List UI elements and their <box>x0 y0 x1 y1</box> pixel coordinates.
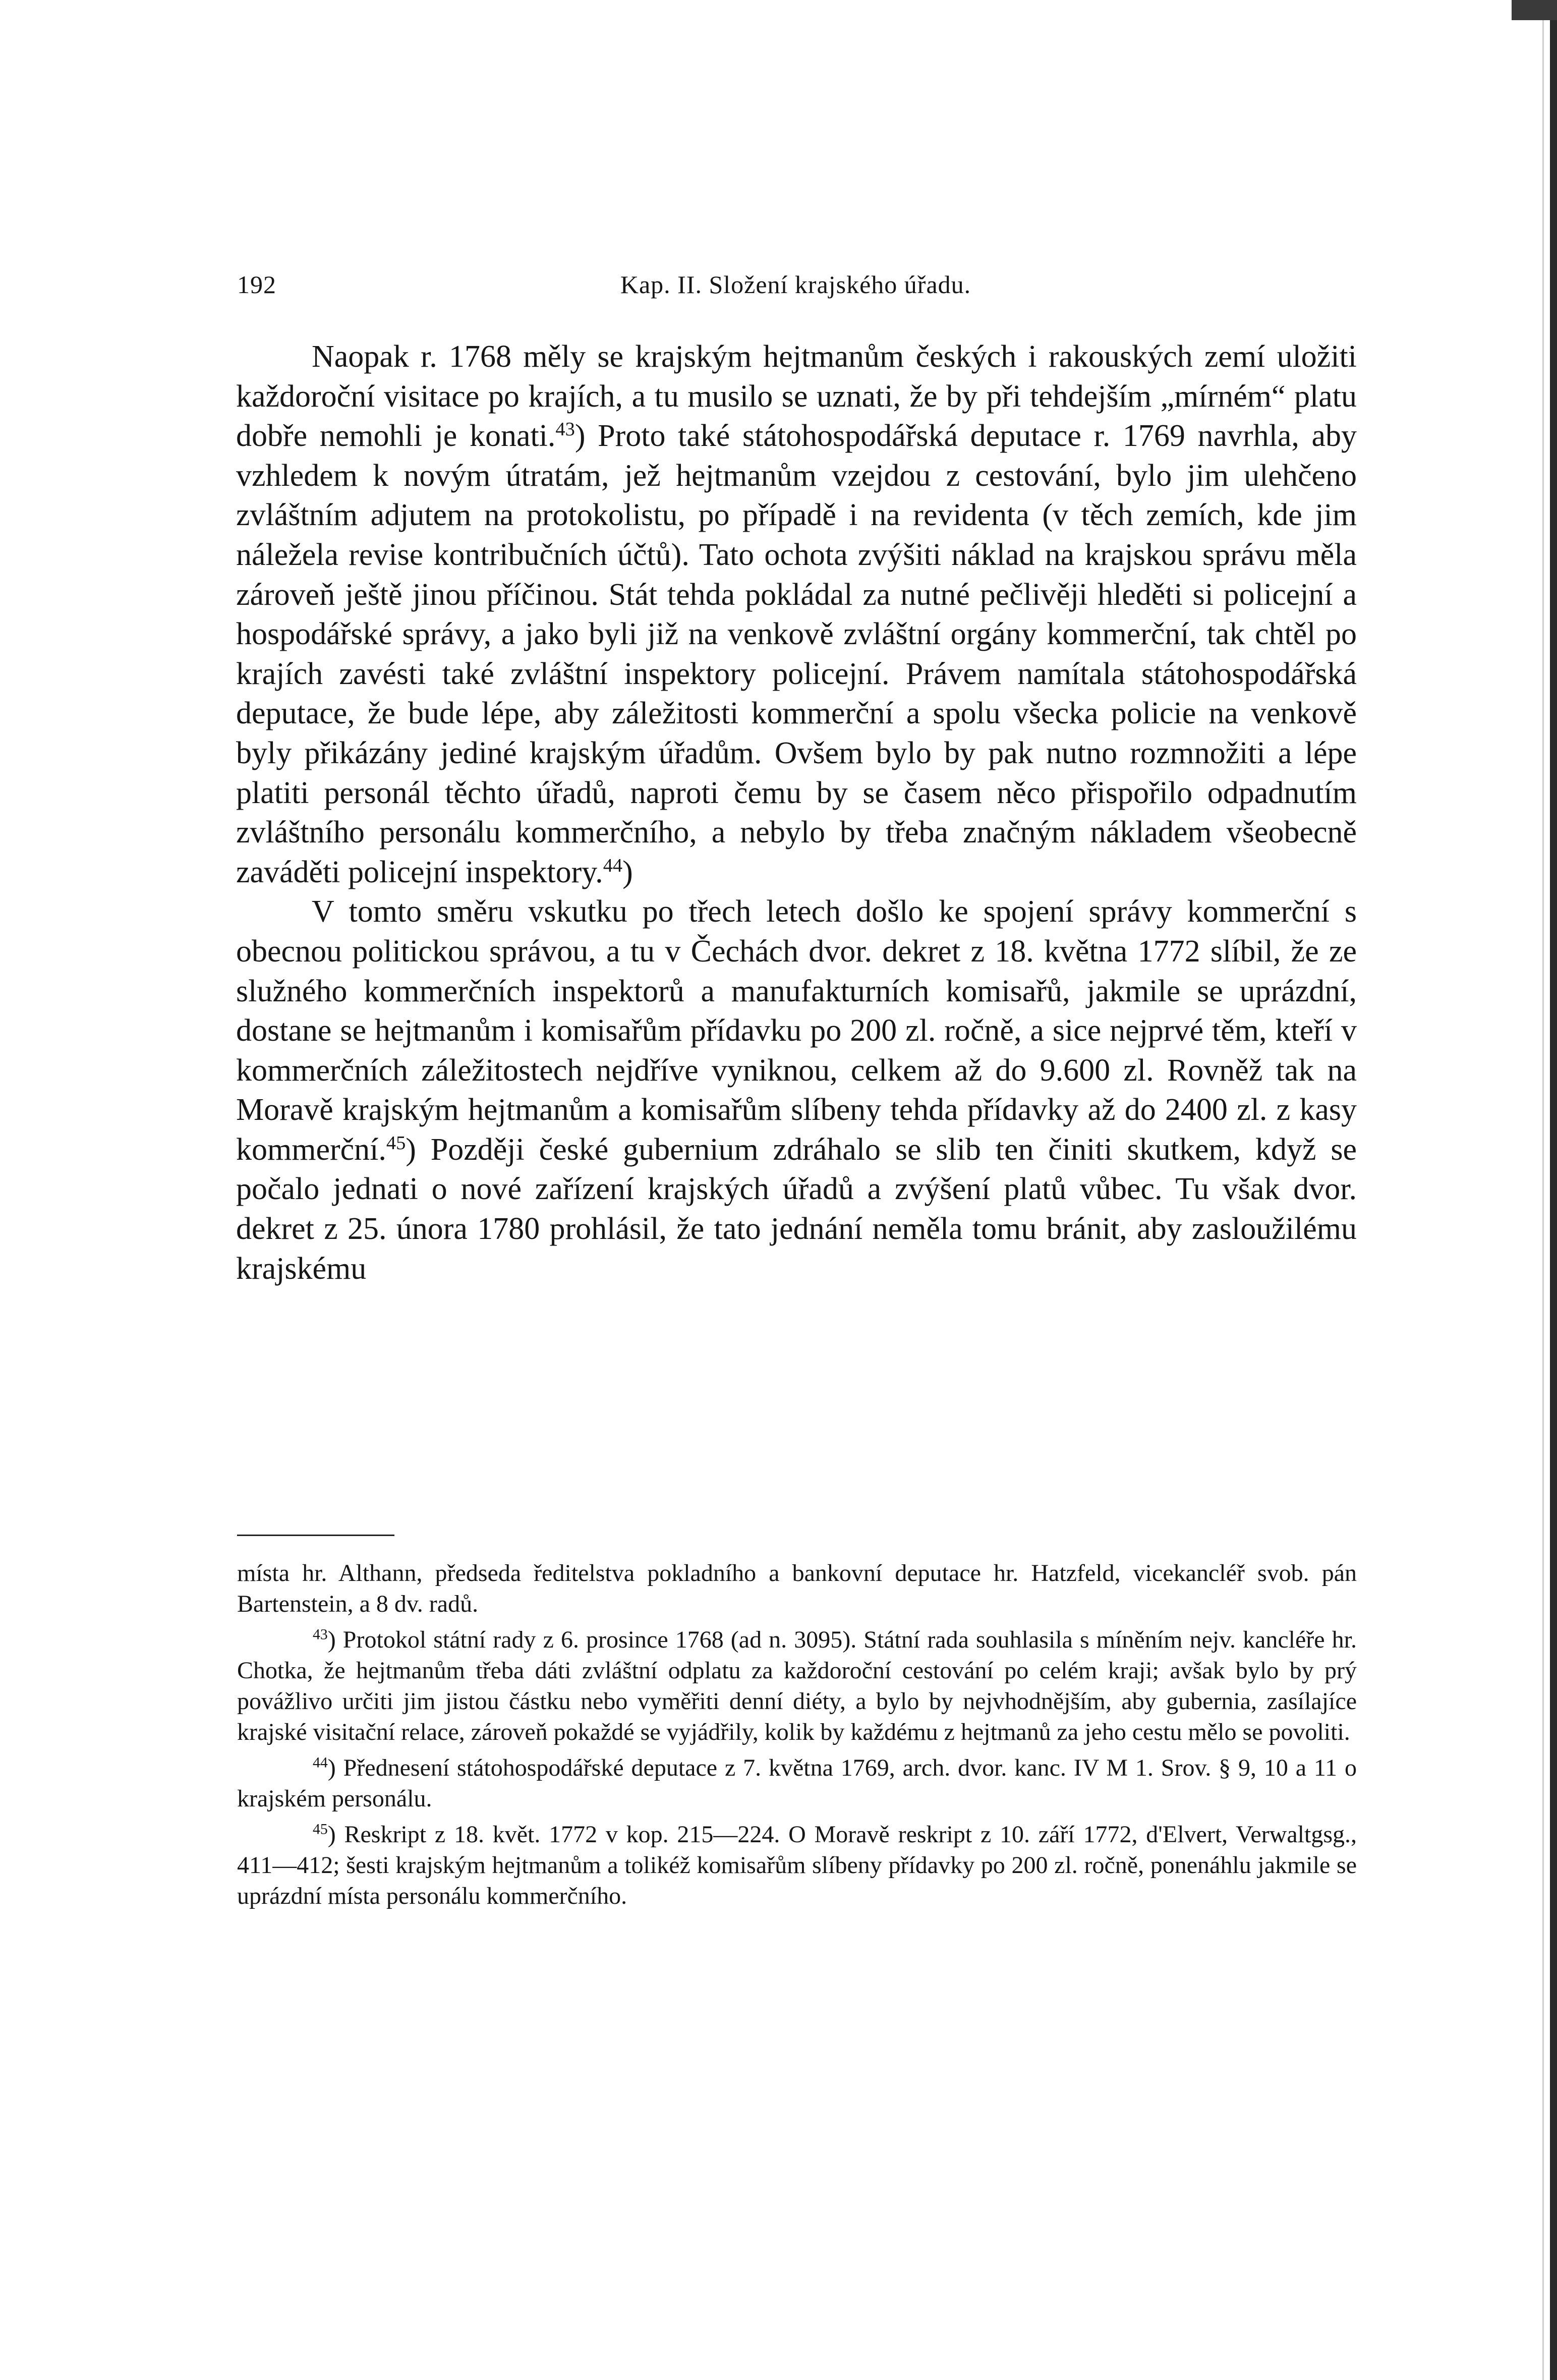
footnote-44-mark: 44 <box>313 1754 328 1771</box>
running-head: Kap. II. Složení krajského úřadu. <box>620 270 971 299</box>
footnote-43 <box>237 1624 1357 1747</box>
footnote-45 <box>237 1819 1357 1911</box>
footnote-43-text: ) Protokol státní rady z 6. prosince 1768 (ad n. 3095). Státní rada souhlasila s míněním nejv. kancléře hr. Chotka, že hejtmanům třeba dáti zvláštní odplatu za každoroční cestování po celém kraji; avšak bylo by prý povážlivo určiti jim jistou částku nebo vyměřiti denní diéty, a bylo by nejvhodnějším, aby gubernia, zasílajíce krajské visitační relace, zároveň pokaždé se vyjádřily, kolik by každému z hejtmanů za jeho cestu mělo se povoliti. <box>237 1626 1357 1745</box>
footnote-ref-44: 44 <box>603 855 623 876</box>
footnote-divider <box>237 1535 394 1536</box>
paragraph-1-part-c: ) <box>622 855 633 889</box>
footnotes <box>237 1558 1357 1916</box>
page-number: 192 <box>237 270 276 299</box>
page-header <box>237 270 1354 310</box>
footnote-44 <box>237 1752 1357 1814</box>
scan-edge-line <box>1542 0 1544 2380</box>
paragraph-1-part-b: ) Proto také státohospodářská deputace r. 1769 navrhla, aby vzhledem k novým útratám, jež hejtmanům vzejdou z cestování, bylo jim ulehčeno zvláštním adjutem na protokolistu, po případě i na revidenta (v těch zemích, kde jim náležela revise kontribučních účtů). Tato ochota zvýšiti náklad na krajskou správu měla zároveň ještě jinou příčinou. Stát tehda pokládal za nutné pečlivěji hleděti si policejní a hospodářské správy, a jako byli již na venkově zvláštní orgány kommerční, tak chtěl po krajích zavésti také zvláštní inspektory policejní. Právem namítala státohospodářská deputace, že bude lépe, aby záležitosti kommerční a spolu všecka policie na venkově byly přikázány jediné krajským úřadům. Ovšem bylo by pak nutno rozmnožiti a lépe platiti personál těchto úřadů, naproti čemu by se časem něco přispořilo odpadnutím zvláštního personálu kommerčního, a nebylo by třeba značným nákladem všeobecně zaváděti policejní inspektory. <box>236 419 1357 889</box>
scan-corner-mark <box>1512 0 1557 20</box>
paragraph-1-part-a: Naopak r. 1768 měly se krajským hejtmanům českých i rakouských zemí uložiti každoroční visitace po krajích, a tu musilo se uznati, že by při tehdejším „mírném“ platu dobře nemohli je konati. <box>236 339 1357 454</box>
footnote-43-mark: 43 <box>313 1626 328 1643</box>
paragraph-1 <box>236 337 1357 892</box>
paragraph-2 <box>236 892 1357 1288</box>
footnote-45-mark: 45 <box>313 1821 328 1838</box>
footnote-continuation: místa hr. Althann, předseda ředitelstva pokladního a bankovní deputace hr. Hatzfeld, vicekancléř svob. pán Bartenstein, a 8 dv. radů. <box>237 1560 1357 1617</box>
footnote-45-text: ) Reskript z 18. květ. 1772 v kop. 215—224. O Moravě reskript z 10. září 1772, d'Elvert, Verwaltgsg., 411—412; šesti krajským hejtmanům a tolikéž komisařům slíbeny přídavky po 200 zl. ročně, ponenáhlu jakmile se uprázdní místa personálu kommerčního. <box>237 1821 1357 1909</box>
scan-edge <box>1550 0 1557 2380</box>
footnote-ref-43: 43 <box>555 419 575 440</box>
main-text <box>236 337 1357 1288</box>
paragraph-2-part-a: V tomto směru vskutku po třech letech došlo ke spojení správy kommerční s obecnou politickou správou, a tu v Čechách dvor. dekret z 18. května 1772 slíbil, že ze služného kommerčních inspektorů a manufakturních komisařů, jakmile se uprázdní, dostane se hejtmanům i komisařům přídavku po 200 zl. ročně, a sice nejprvé těm, kteří v kommerčních záležitostech nejdříve vyniknou, celkem až do 9.600 zl. Rovněž tak na Moravě krajským hejtmanům a komisařům slíbeny tehda přídavky až do 2400 zl. z kasy kommerční. <box>236 894 1357 1167</box>
paragraph-2-part-b: ) Později české gubernium zdráhalo se slib ten činiti skutkem, když se počalo jednati o nové zařízení krajských úřadů a zvýšení platů vůbec. Tu však dvor. dekret z 25. února 1780 prohlásil, že tato jednání neměla tomu bránit, aby zasloužilému krajskému <box>236 1132 1357 1286</box>
footnote-ref-45: 45 <box>386 1132 406 1154</box>
footnote-44-text: ) Přednesení státohospodářské deputace z 7. května 1769, arch. dvor. kanc. IV M 1. Srov. § 9, 10 a 11 o krajském personálu. <box>237 1754 1357 1812</box>
